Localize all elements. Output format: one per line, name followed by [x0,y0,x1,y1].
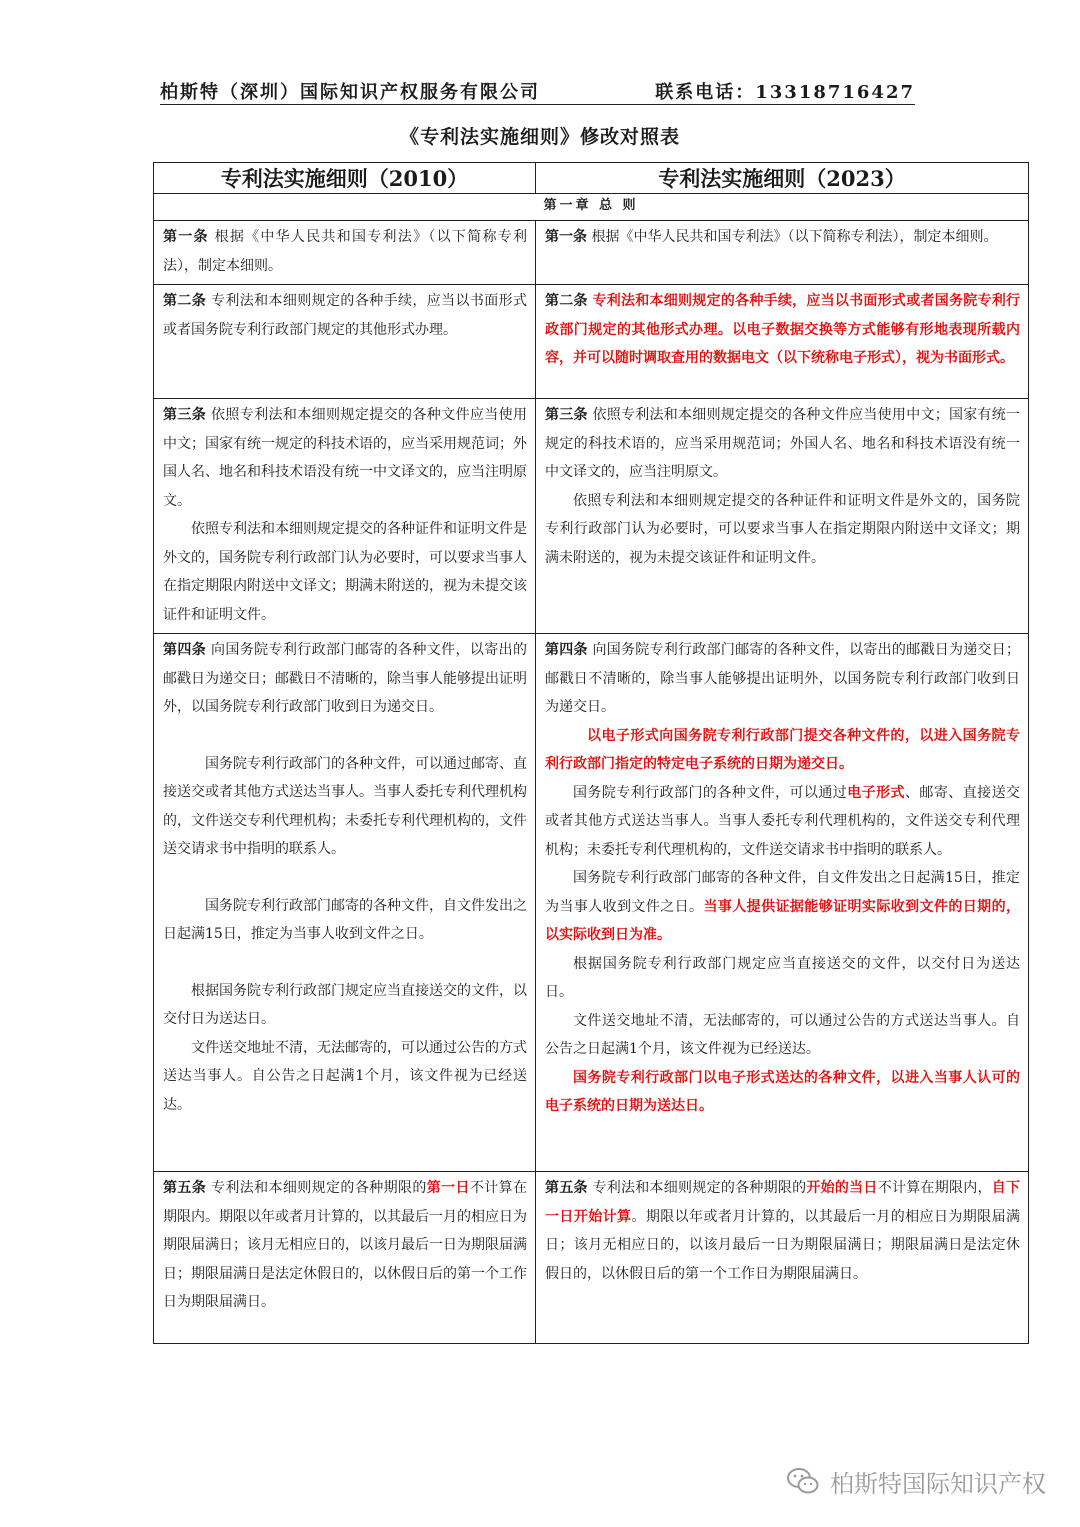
article-text: 根据《中华人民共和国专利法》（以下简称专利法），制定本细则。 [163,229,528,274]
article-1-2023 [536,221,1029,285]
article-text: 向国务院专利行政部门邮寄的各种文件，以寄出的邮戳日为递交日；邮戳日不清晰的，除当事人能够提出证明外，以国务院专利行政部门收到日为递交日。 [545,642,1021,715]
article-label: 第五条 [163,1180,207,1196]
article-text: 专利法和本细则规定的各种期限的 [211,1180,427,1196]
article-label: 第四条 [163,642,207,658]
table-row [154,634,1029,1172]
article-5-2010 [154,1172,536,1344]
article-2-2023 [536,285,1029,399]
article-text: 。期限以年或者月计算的，以其最后一月的相应日为期限届满日；该月无相应日的，以该月最后一日为期限届满日；期限届满日是法定休假日的，以休假日后的第一个工作日为期限届满日。 [545,1208,1020,1282]
column-header-2023: 专利法实施细则（2023） [536,163,1029,194]
company-name: 柏斯特（深圳）国际知识产权服务有限公司 [160,82,540,103]
article-text: 不计算在期限内， [877,1180,992,1196]
chapter-heading: 第一章 总 则 [154,194,1029,221]
table-header-row [154,163,1029,194]
table-row [154,1172,1029,1344]
article-text: 专利法和本细则规定的各种期限的 [592,1180,807,1196]
article-text: 不计算在期限内。期限以年或者月计算的，以其最后一月的相应日为期限届满日；该月无相应日的，以该月最后一日为期限届满日；期限届满日是法定休假日的，以休假日后的第一个工作日为期限届满日。 [163,1180,528,1310]
page-header [160,78,915,105]
article-label: 第三条 [163,407,207,423]
amended-text: 当事人提供证据能够证明实际收到文件的日期的，以实际收到日为准。 [545,898,1020,943]
comparison-table [153,162,1029,1344]
amended-text: 专利法和本细则规定的各种手续，应当以书面形式或者国务院专利行政部门规定的其他形式办理。以电子数据交换等方式能够有形地表现所载内容，并可以随时调取查用的数据电文（以下统称电子形式），视为书面形式。 [545,293,1021,366]
column-header-2010: 专利法实施细则（2010） [154,163,536,194]
article-text: 、邮寄、直接送交或者其他方式送达当事人。当事人委托专利代理机构的，文件送交专利代理机构；未委托专利代理机构的，文件送交请求书中指明的联系人。 [545,784,1021,858]
article-label: 第二条 [163,293,207,309]
article-text: 根据国务院专利行政部门规定应当直接送交的文件，以交付日为送达日。 [545,955,1020,1000]
article-3-2010 [154,399,536,634]
article-4-2010 [154,634,536,1172]
article-text: 国务院专利行政部门的各种文件，可以通过 [573,784,848,801]
article-text: 专利法和本细则规定的各种手续，应当以书面形式或者国务院专利行政部门规定的其他形式办理。 [163,293,528,338]
amended-text: 电子形式 [847,784,905,801]
contact-phone: 联系电话：13318716427 [655,82,915,103]
article-text: 文件送交地址不清，无法邮寄的，可以通过公告的方式送达当事人。自公告之日起满1个月，该文件视为已经送达。 [545,1012,1020,1057]
article-text: 依照专利法和本细则规定提交的各种证件和证明文件是外文的，国务院专利行政部门认为必要时，可以要求当事人在指定期限内附送中文译文；期满未附送的，视为未提交该证件和证明文件。 [163,521,527,623]
article-text: 国务院专利行政部门的各种文件，可以通过邮寄、直接送交或者其他方式送达当事人。当事人委托专利代理机构的，文件送交专利代理机构；未委托专利代理机构的，文件送交请求书中指明的联系人。 [163,755,527,857]
article-label: 第四条 [545,642,588,658]
wechat-icon [786,1467,820,1497]
article-label: 第三条 [545,407,588,423]
article-text: 文件送交地址不清，无法邮寄的，可以通过公告的方式送达当事人。自公告之日起满1个月，该文件视为已经送达。 [163,1039,527,1113]
article-3-2023 [536,399,1029,634]
article-text: 向国务院专利行政部门邮寄的各种文件，以寄出的邮戳日为递交日；邮戳日不清晰的，除当事人能够提出证明外，以国务院专利行政部门收到日为递交日。 [163,642,528,715]
article-text: 依照专利法和本细则规定提交的各种文件应当使用中文；国家有统一规定的科技术语的，应当采用规范词；外国人名、地名和科技术语没有统一中文译文的，应当注明原文。 [163,407,528,509]
article-text: 依照专利法和本细则规定提交的各种证件和证明文件是外文的，国务院专利行政部门认为必要时，可以要求当事人在指定期限内附送中文译文；期满未附送的，视为未提交该证件和证明文件。 [545,492,1020,566]
article-text: 依照专利法和本细则规定提交的各种文件应当使用中文；国家有统一规定的科技术语的，应当采用规范词；外国人名、地名和科技术语没有统一中文译文的，应当注明原文。 [545,407,1021,480]
amended-text: 自下一日开始计算 [545,1180,1021,1225]
article-label: 第二条 [545,293,588,309]
article-text: 根据《中华人民共和国专利法》（以下简称专利法），制定本细则。 [591,229,998,245]
article-2-2010 [154,285,536,399]
amended-text: 以电子形式向国务院专利行政部门提交各种文件的，以进入国务院专利行政部门指定的特定电子系统的日期为递交日。 [545,727,1020,772]
article-label: 第一条 [163,229,209,245]
watermark [786,1464,1046,1499]
table-row [154,399,1029,634]
article-label: 第一条 [545,229,587,245]
table-row [154,285,1029,399]
article-label: 第五条 [545,1180,588,1196]
article-text: 国务院专利行政部门邮寄的各种文件，自文件发出之日起满15日，推定为当事人收到文件之日。 [163,897,527,942]
article-text: 国务院专利行政部门邮寄的各种文件，自文件发出之日起满15日，推定为当事人收到文件之日。 [545,870,1020,915]
document-title: 《专利法实施细则》修改对照表 [399,126,680,148]
article-1-2010 [154,221,536,285]
amended-text: 第一日 [426,1180,470,1196]
amended-text: 国务院专利行政部门以电子形式送达的各种文件，以进入当事人认可的电子系统的日期为送达日。 [545,1069,1020,1114]
article-text: 根据国务院专利行政部门规定应当直接送交的文件，以交付日为送达日。 [163,982,527,1027]
article-5-2023 [536,1172,1029,1344]
watermark-text: 柏斯特国际知识产权 [830,1470,1046,1498]
chapter-row [154,194,1029,221]
article-4-2023 [536,634,1029,1172]
table-row [154,221,1029,285]
amended-text: 开始的当日 [806,1180,878,1196]
